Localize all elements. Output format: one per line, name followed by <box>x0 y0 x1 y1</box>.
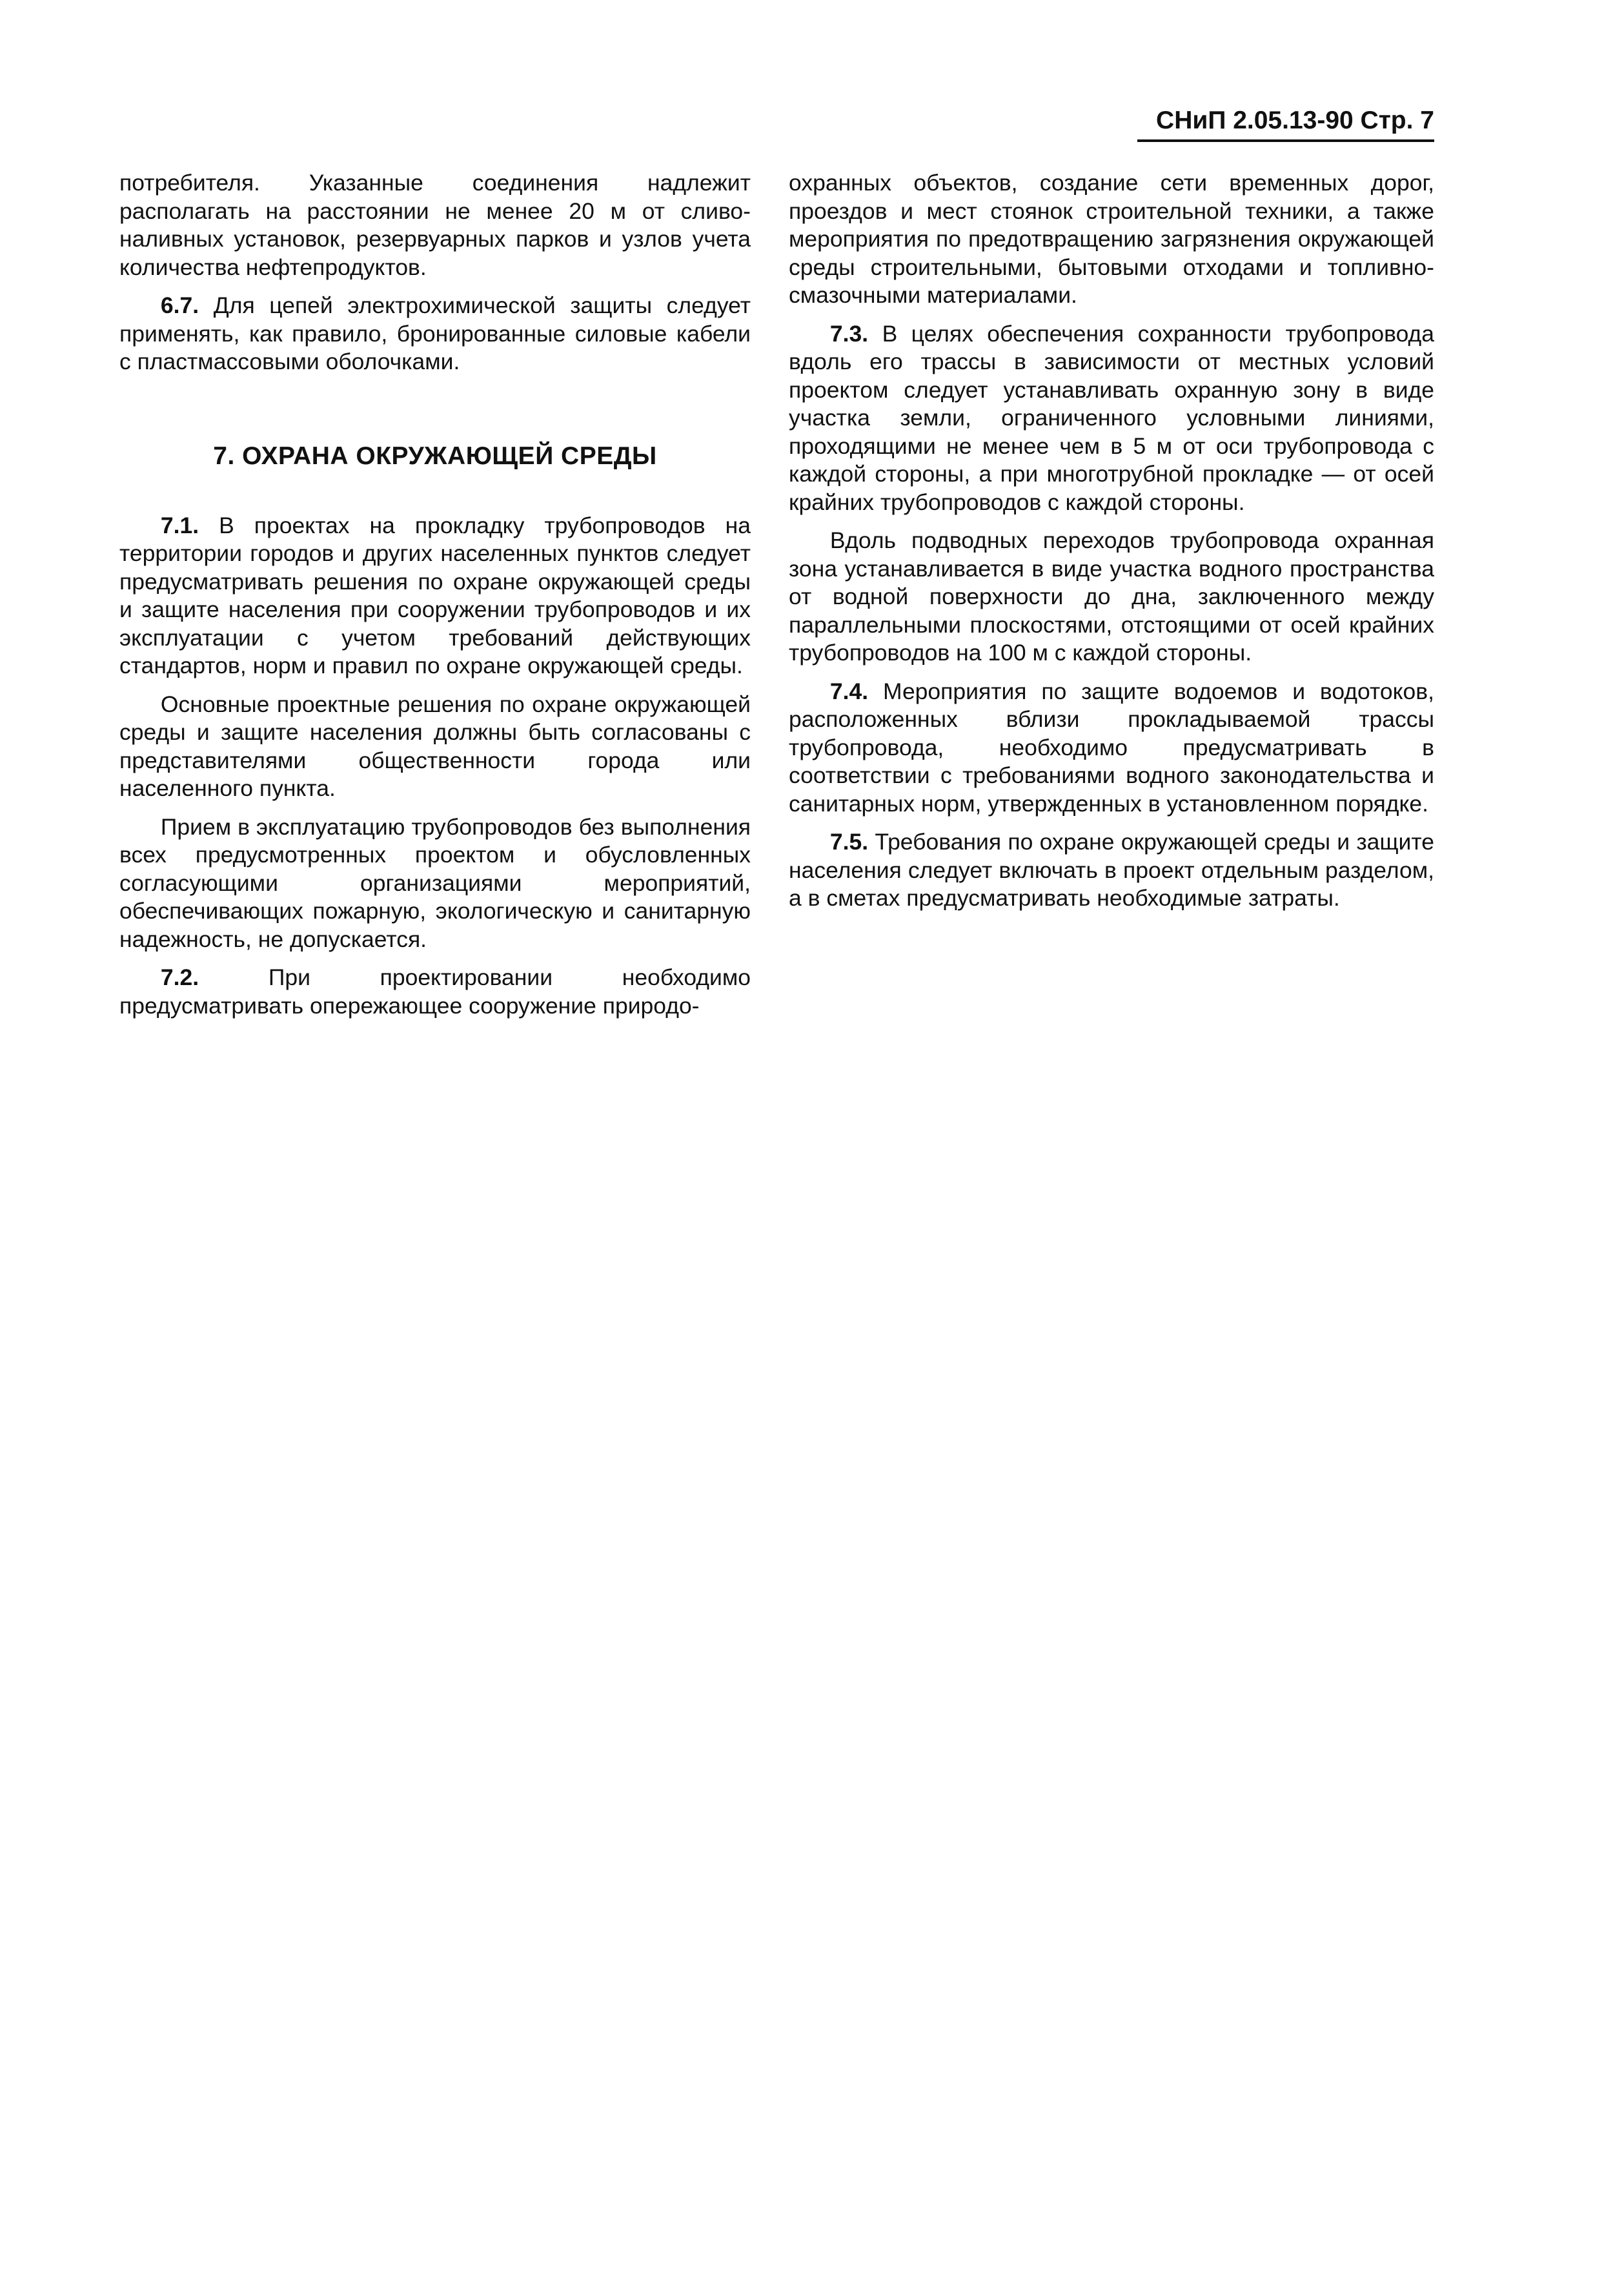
clause-7-3 <box>789 320 1434 517</box>
clause-text: Требования по охране окружающей среды и защите населения следует включать в проект отдельным разделом, а в сметах предусматривать необходимые затраты. <box>789 829 1434 911</box>
left-column <box>119 169 751 1030</box>
clause-number: 7.1. <box>160 512 199 538</box>
clause-number: 6.7. <box>160 292 199 318</box>
page-header: СНиП 2.05.13-90 Стр. 7 <box>1137 102 1434 142</box>
clause-6-7 <box>119 292 751 376</box>
clause-text: При проектировании необходимо предусматривать опережающее сооружение природо- <box>119 964 751 1019</box>
clause-7-4 <box>789 678 1434 819</box>
clause-number: 7.3. <box>829 320 869 347</box>
paragraph-continuation: потребителя. Указанные соединения надлежит располагать на расстоянии не менее 20 м от сливо-наливных установок, резервуарных парков и узлов учета количества нефтепродуктов. <box>119 170 751 280</box>
clause-7-5 <box>789 828 1434 913</box>
section-title: 7. ОХРАНА ОКРУЖАЮЩЕЙ СРЕДЫ <box>213 442 657 470</box>
clause-7-2 <box>119 964 751 1020</box>
paragraph: Основные проектные решения по охране окружающей среды и защите населения должны быть согласованы с представителями общественности города или населенного пункта. <box>119 691 751 801</box>
paragraph: Прием в эксплуатацию трубопроводов без выполнения всех предусмотренных проектом и обусловленных согласующими организациями мероприятий, обеспечивающих пожарную, экологическую и санитарную надежность, не допускается. <box>119 813 751 952</box>
clause-text: Для цепей электрохимической защиты следует применять, как правило, бронированные силовые кабели с пластмассовыми оболочками. <box>119 292 751 374</box>
clause-text: В целях обеспечения сохранности трубопровода вдоль его трассы в зависимости от местных условий проектом следует устанавливать охранную зону в виде участка земли, ограниченного условными линиями, проходящими не менее чем в 5 м от оси трубопровода с каждой стороны, а при многотрубной прокладке — от осей крайних трубопроводов с каждой стороны. <box>789 320 1434 515</box>
clause-text: Мероприятия по защите водоемов и водотоков, расположенных вблизи прокладываемой трассы трубопровода, необходимо предусматривать в соответствии с требованиями водного законодательства и санитарных норм, утвержденных в установленном порядке. <box>789 678 1434 817</box>
paragraph: Вдоль подводных переходов трубопровода охранная зона устанавливается в виде участка водного пространства от водной поверхности до дна, заключенного между параллельными плоскостями, отстоящими от осей крайних трубопроводов на 100 м с каждой стороны. <box>789 527 1434 666</box>
clause-number: 7.4. <box>829 678 869 704</box>
clause-7-1 <box>119 512 751 680</box>
paragraph-continuation: охранных объектов, создание сети временных дорог, проездов и мест стоянок строительной техники, а также мероприятия по предотвращению загрязнения окружающей среды строительными, бытовыми отходами и топливно-смазочными материалами. <box>789 170 1434 308</box>
clause-number: 7.5. <box>829 829 869 855</box>
right-column <box>789 169 1434 923</box>
clause-number: 7.2. <box>160 964 199 990</box>
clause-text: В проектах на прокладку трубопроводов на территории городов и других населенных пунктов следует предусматривать решения по охране окружающей среды и защите населения при сооружении трубопроводов и их эксплуатации с учетом требований действующих стандартов, норм и правил по охране окружающей среды. <box>119 512 751 678</box>
